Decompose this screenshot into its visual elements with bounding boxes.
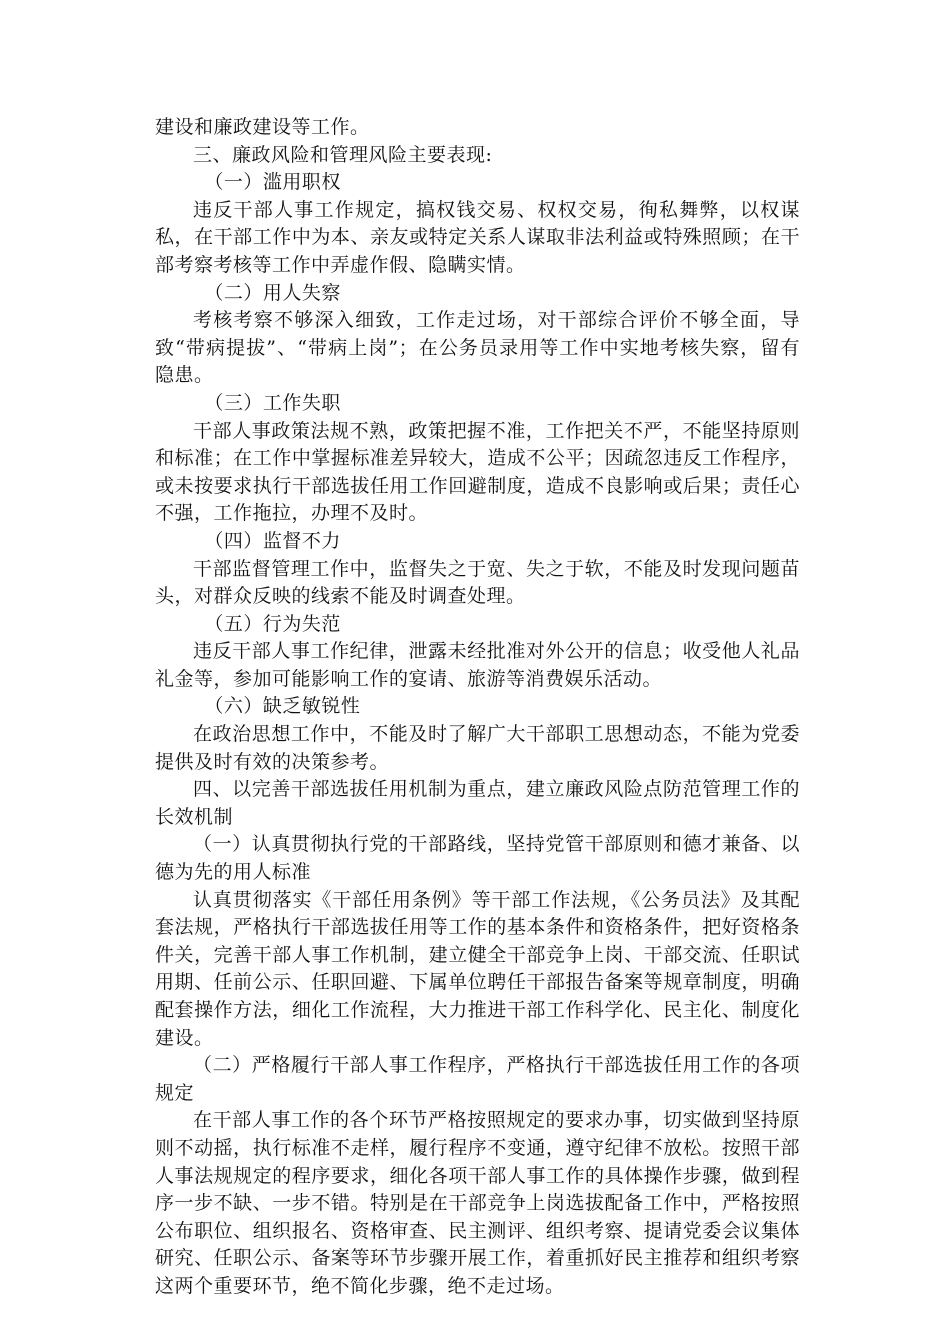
subheading-weak-supervision: （四）监督不力: [204, 529, 341, 552]
paragraph-dereliction: 干部人事政策法规不熟，政策把握不准，工作把关不严，不能坚持原则和标准；在工作中掌握标准差异较大，造成不公平；因疏忽违反工作程序，或未按要求执行干部选拔任用工作回避制度，造成不良影响或后果；责任心不强，工作拖拉，办理不及时。: [155, 419, 800, 525]
paragraph-hiring-oversight: 考核考察不够深入细致，工作走过场，对干部综合评价不够全面，导致“带病提拔”、“带病上岗”；在公务员录用等工作中实地考核失察，留有隐患。: [155, 309, 800, 387]
subheading-dereliction: （三）工作失职: [204, 391, 341, 414]
subheading-abuse-of-power: （一）滥用职权: [204, 171, 341, 194]
paragraph-misconduct: 违反干部人事工作纪律，泄露未经批准对外公开的信息；收受他人礼品礼金等，参加可能影响工作的宴请、旅游等消费娱乐活动。: [155, 640, 800, 690]
subheading-party-line: （一）认真贯彻执行党的干部路线，坚持党管干部原则和德才兼备、以德为先的用人标准: [155, 833, 800, 884]
paragraph-weak-supervision: 干部监督管理工作中，监督失之于宽、失之于软，不能及时发现问题苗头，对群众反映的线索不能及时调查处理。: [155, 557, 800, 608]
paragraph-procedures: 在干部人事工作的各个环节严格按照规定的要求办事，切实做到坚持原则不动摇，执行标准不走样，履行程序不变通，遵守纪律不放松。按照干部人事法规规定的程序要求，细化各项干部人事工作的具体操作步骤，做到程序一步不缺、一步不错。特别是在干部竞争上岗选拔配备工作中，严格按照公布职位、组织报名、资格审查、民主测评、组织考察、提请党委会议集体研究、任职公示、备案等环节步骤开展工作，着重抓好民主推荐和组织考察这两个重要环节，绝不简化步骤，绝不走过场。: [155, 1109, 800, 1297]
section-heading-4: 四、以完善干部选拔任用机制为重点，建立廉政风险点防范管理工作的长效机制: [155, 778, 800, 828]
subheading-misconduct: （五）行为失范: [204, 612, 341, 635]
paragraph-party-line: 认真贯彻落实《干部任用条例》等干部工作法规，《公务员法》及其配套法规，严格执行干部选拔任用等工作的基本条件和资格条件，把好资格条件关，完善干部人事工作机制，建立健全干部竞争上岗、干部交流、任职试用期、任前公示、任职回避、下属单位聘任干部报告备案等规章制度，明确配套操作方法，细化工作流程，大力推进干部工作科学化、民主化、制度化建设。: [155, 888, 800, 1049]
document-page: [155, 114, 800, 1301]
subheading-hiring-oversight: （二）用人失察: [204, 281, 341, 304]
paragraph-lack-of-sensitivity: 在政治思想工作中，不能及时了解广大干部职工思想动态，不能为党委提供及时有效的决策参考。: [155, 723, 800, 773]
paragraph-abuse-of-power: 违反干部人事工作规定，搞权钱交易、权权交易，徇私舞弊，以权谋私，在干部工作中为本、亲友或特定关系人谋取非法利益或特殊照顾；在干部考察考核等工作中弄虚作假、隐瞒实情。: [155, 198, 800, 276]
subheading-procedures: （二）严格履行干部人事工作程序，严格执行干部选拔任用工作的各项规定: [155, 1054, 800, 1104]
subheading-lack-of-sensitivity: （六）缺乏敏锐性: [204, 695, 361, 718]
section-heading-3: 三、廉政风险和管理风险主要表现:: [193, 143, 493, 166]
paragraph-continuation: 建设和廉政建设等工作。: [155, 116, 370, 138]
